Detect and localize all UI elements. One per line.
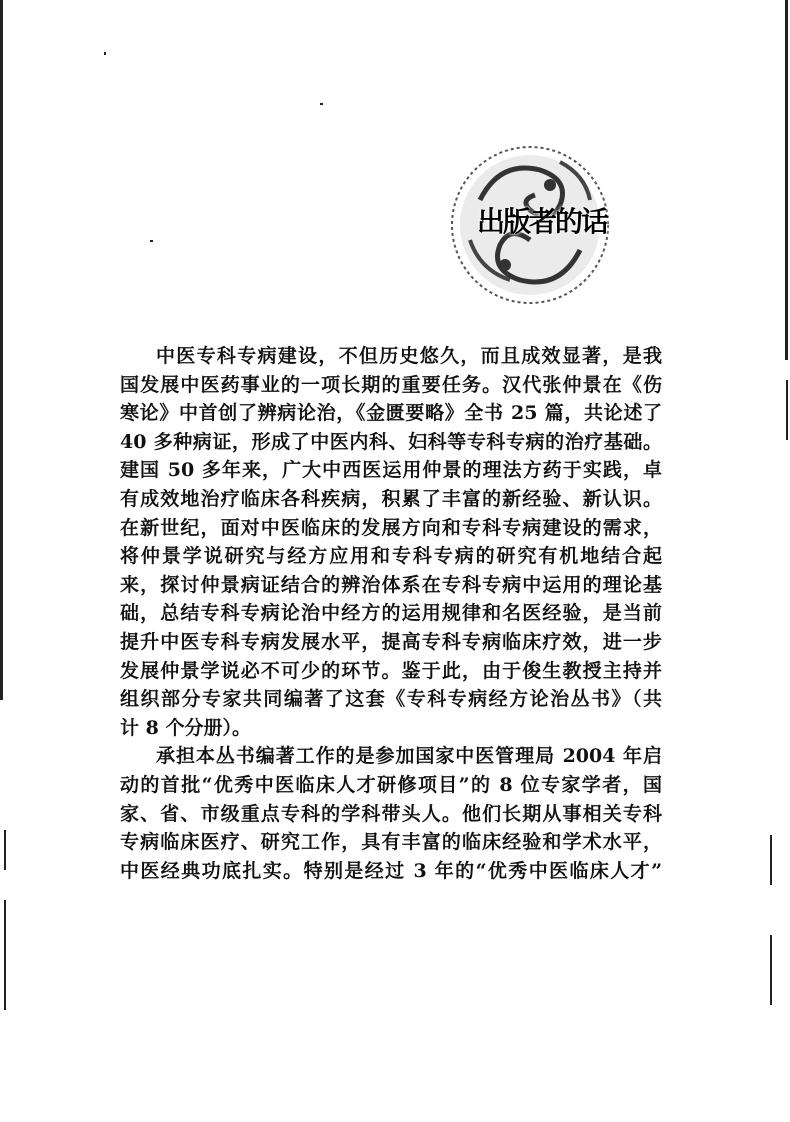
text-line: 将仲景学说研究与经方应用和专科专病的研究有机地结合起 xyxy=(120,545,662,568)
text-line: 础，总结专科专病论治中经方的运用规律和名医经验，是当前 xyxy=(120,602,662,625)
text-line: 专病临床医疗、研究工作，具有丰富的临床经验和学术水平， xyxy=(120,831,662,854)
scan-mark xyxy=(4,830,6,870)
text-line: 建国 50 多年来，广大中西医运用仲景的理法方药于实践，卓 xyxy=(120,459,662,482)
text-line: 中医专科专病建设，不但历史悠久，而且成效显著，是我 xyxy=(156,345,662,367)
text-line: 承担本丛书编著工作的是参加国家中医管理局 2004 年启 xyxy=(156,745,662,768)
text-line: 有成效地治疗临床各科疾病，积累了丰富的新经验、新认识。 xyxy=(120,487,662,510)
decorative-emblem xyxy=(440,140,620,310)
text-line: 提升中医专科专病发展水平，提高专科专病临床疗效，进一步 xyxy=(120,630,662,653)
text-line: 寒论》中首创了辨病论治，《金匮要略》全书 25 篇，共论述了 xyxy=(120,402,662,425)
scan-mark xyxy=(770,835,772,885)
scan-mark xyxy=(4,900,6,1010)
text-line: 动的首批“优秀中医临床人才研修项目”的 8 位专家学者，国 xyxy=(120,773,662,796)
text-line: 组织部分专家共同编著了这套《专科专病经方论治丛书》（共 xyxy=(120,688,662,711)
text-line: 发展仲景学说必不可少的环节。鉴于此，由于俊生教授主持并 xyxy=(120,659,662,682)
paragraph-1 xyxy=(120,342,662,742)
scan-mark xyxy=(770,935,772,1005)
scan-speck xyxy=(320,103,323,105)
text-line: 来，探讨仲景病证结合的辨治体系在专科专病中运用的理论基 xyxy=(120,573,662,596)
text-line: 在新世纪，面对中医临床的发展方向和专科专病建设的需求， xyxy=(120,516,662,539)
scan-speck xyxy=(150,240,153,242)
page-title: 出版者的话 xyxy=(477,205,608,238)
scan-right-edge xyxy=(785,0,788,360)
text-line: 中医经典功底扎实。特别是经过 3 年的“优秀中医临床人才” xyxy=(120,859,662,882)
scan-speck xyxy=(104,52,106,55)
text-line: 家、省、市级重点专科的学科带头人。他们长期从事相关专科 xyxy=(120,802,662,825)
text-line: 计 8 个分册）。 xyxy=(120,716,251,739)
scan-left-edge xyxy=(0,0,3,700)
text-line: 国发展中医药事业的一项长期的重要任务。汉代张仲景在《伤 xyxy=(120,373,662,396)
scan-mark xyxy=(786,380,788,440)
document-body xyxy=(120,342,662,885)
text-line: 40 多种病证，形成了中医内科、妇科等专科专病的治疗基础。 xyxy=(120,430,662,453)
paragraph-2 xyxy=(120,742,662,885)
